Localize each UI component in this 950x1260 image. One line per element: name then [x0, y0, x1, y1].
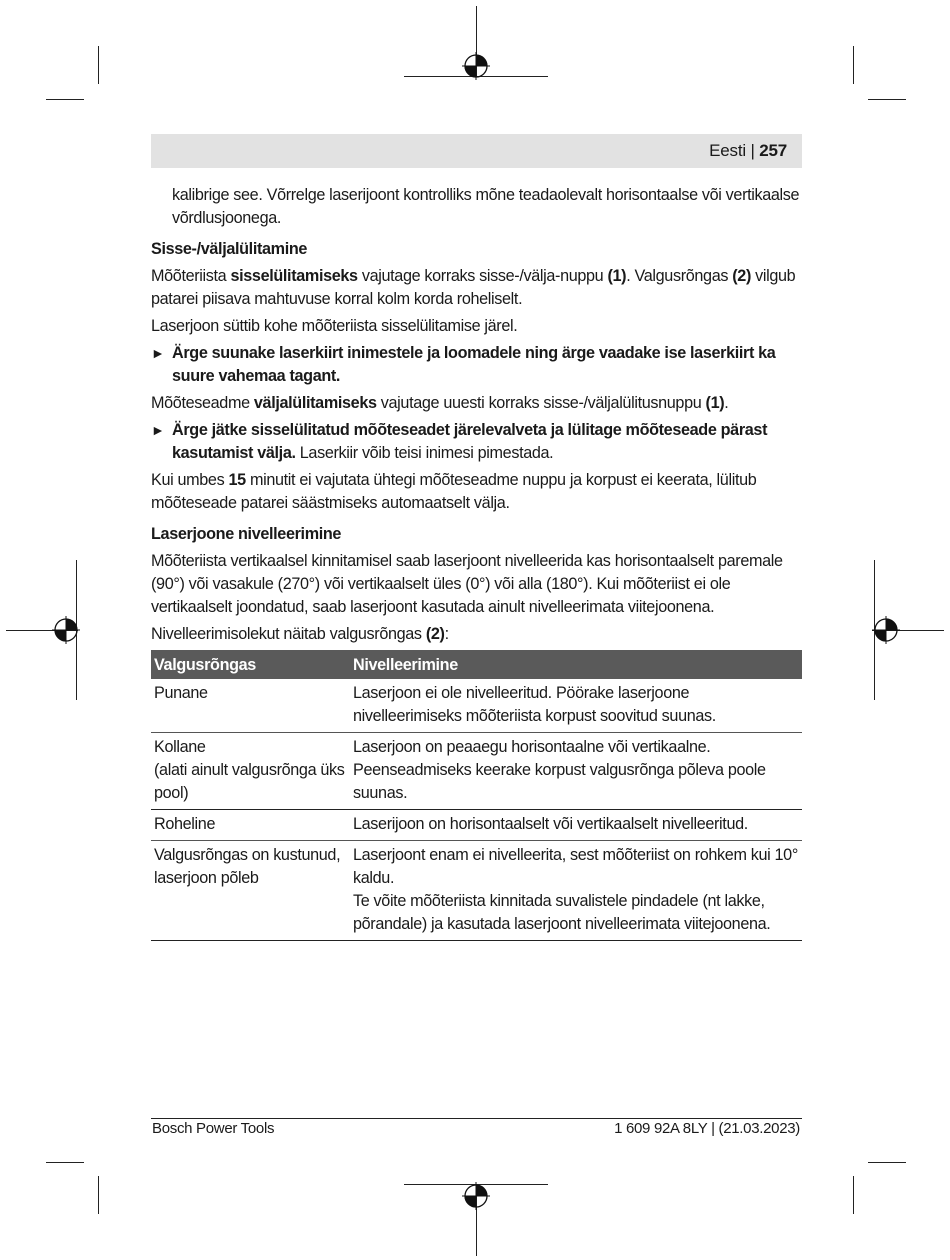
crop-line [46, 99, 84, 100]
crop-line [98, 1176, 99, 1214]
footer-doc-id: 1 609 92A 8LY | (21.03.2023) [614, 1120, 800, 1137]
warning-text-normal: Laserkiir võib teisi inimesi pimestada. [295, 444, 554, 462]
table-row [151, 679, 802, 733]
text-run-bold: väljalülitamiseks [253, 394, 377, 412]
page-content [151, 184, 802, 941]
crop-line [853, 1176, 854, 1214]
paragraph-ring-status [151, 623, 802, 646]
bullet-triangle-icon: ► [151, 345, 165, 361]
page-number: 257 [759, 141, 787, 160]
page-header [151, 134, 802, 168]
reference-number: (2) [732, 267, 751, 285]
section-heading-levelling: Laserjoone nivelleerimine [151, 525, 342, 543]
crop-line [853, 46, 854, 84]
crop-line [98, 46, 99, 84]
crop-line [868, 99, 906, 100]
registration-target-icon [462, 52, 490, 80]
warning-text: Ärge suunake laserkiirt inimestele ja loomadele ning ärge vaadake ise laserkiirt ka suure vahemaa tagant. [172, 344, 776, 385]
text-run: vajutage uuesti korraks sisse-/väljalülitusnuppu [376, 394, 706, 412]
text-run: : [444, 625, 449, 643]
paragraph-laser-on: Laserjoon süttib kohe mõõteriista sisselülitamise järel. [151, 317, 518, 335]
text-run-bold: sisselülitamiseks [230, 267, 358, 285]
reference-number: (1) [705, 394, 725, 412]
ring-color-cell: Kollane (alati ainult valgusrõnga üks pool) [151, 733, 350, 810]
text-run: vilgub patarei piisava mahtuvuse korral kolm korda roheliselt. [151, 267, 796, 308]
table-row [151, 810, 802, 841]
text-run: . Valgusrõngas [626, 267, 733, 285]
bullet-triangle-icon: ► [151, 422, 165, 438]
column-header-ring: Valgusrõngas [151, 650, 350, 679]
warning-text: Ärge jätke sisselülitatud mõõteseadet järelevalveta ja lülitage mõõteseade pärast kasutamist välja. [172, 421, 768, 462]
paragraph-auto-off [151, 469, 802, 515]
section-heading-power: Sisse-/väljalülitamine [151, 240, 308, 258]
ring-color-cell: Roheline [151, 810, 350, 841]
paragraph-switch-on [151, 265, 802, 311]
registration-target-icon [872, 616, 900, 644]
intro-paragraph: kalibrige see. Võrrelge laserijoont kontrolliks mõne teadaolevalt horisontaalse või vertikaalse võrdlusjoonega. [172, 186, 800, 227]
levelling-state-cell: Laserijoon on horisontaalselt või vertikaalselt nivelleeritud. [350, 810, 802, 841]
header-separator: | [750, 141, 755, 160]
levelling-state-cell: Laserjoon on peaaegu horisontaalne või vertikaalne. Peenseadmiseks keerake korpust valgusrõnga põleva poole suunas. [350, 733, 802, 810]
section-language: Eesti [709, 141, 746, 160]
paragraph-levelling: Mõõteriista vertikaalsel kinnitamisel saab laserjoont nivelleerida kas horisontaalselt paremale (90°) või vasakule (270°) või vertikaalselt üles (0°) või alla (180°). Kui mõõteriist ei ole vertikaalselt joondatud, saab laserjoont kasutada ainult nivelleerimata viitejoonena. [151, 552, 783, 616]
table-row [151, 841, 802, 941]
text-run: . [724, 394, 729, 412]
text-run: vajutage korraks sisse-/välja-nuppu [357, 267, 608, 285]
column-header-levelling: Nivelleerimine [350, 650, 802, 679]
levelling-status-table [151, 650, 802, 941]
ring-color-cell: Valgusrõngas on kustunud, laserjoon põleb [151, 841, 350, 941]
warning-bullet-laser [151, 342, 802, 388]
reference-number: (2) [425, 625, 445, 643]
text-run: Nivelleerimisolekut näitab valgusrõngas [151, 625, 426, 643]
table-header-row [151, 650, 802, 679]
warning-bullet-unattended [151, 419, 802, 465]
levelling-state-cell: Laserjoont enam ei nivelleerita, sest mõõteriist on rohkem kui 10° kaldu. Te võite mõõteriista kinnitada suvalistele pindadele (nt lakke, põrandale) ja kasutada laserjoont nivelleerimata viitejoonena. [350, 841, 802, 941]
levelling-state-cell: Laserjoon ei ole nivelleeritud. Pöörake laserjoone nivelleerimiseks mõõteriista korpust soovitud suunas. [350, 679, 802, 733]
crop-line [46, 1162, 84, 1163]
reference-number: (1) [607, 267, 627, 285]
ring-color-cell: Punane [151, 679, 350, 733]
footer-brand: Bosch Power Tools [152, 1120, 275, 1137]
text-run: Mõõteriista [151, 267, 231, 285]
registration-target-icon [462, 1182, 490, 1210]
crop-line [868, 1162, 906, 1163]
text-run: minutit ei vajutata ühtegi mõõteseadme nuppu ja korpust ei keerata, lülitub mõõteseade patarei säästmiseks automaatselt välja. [151, 471, 757, 512]
text-run: Kui umbes [151, 471, 229, 489]
table-row [151, 733, 802, 810]
registration-target-icon [52, 616, 80, 644]
paragraph-switch-off [151, 392, 802, 415]
minutes-value: 15 [228, 471, 246, 489]
text-run: Mõõteseadme [151, 394, 254, 412]
page-header-text [709, 141, 787, 161]
